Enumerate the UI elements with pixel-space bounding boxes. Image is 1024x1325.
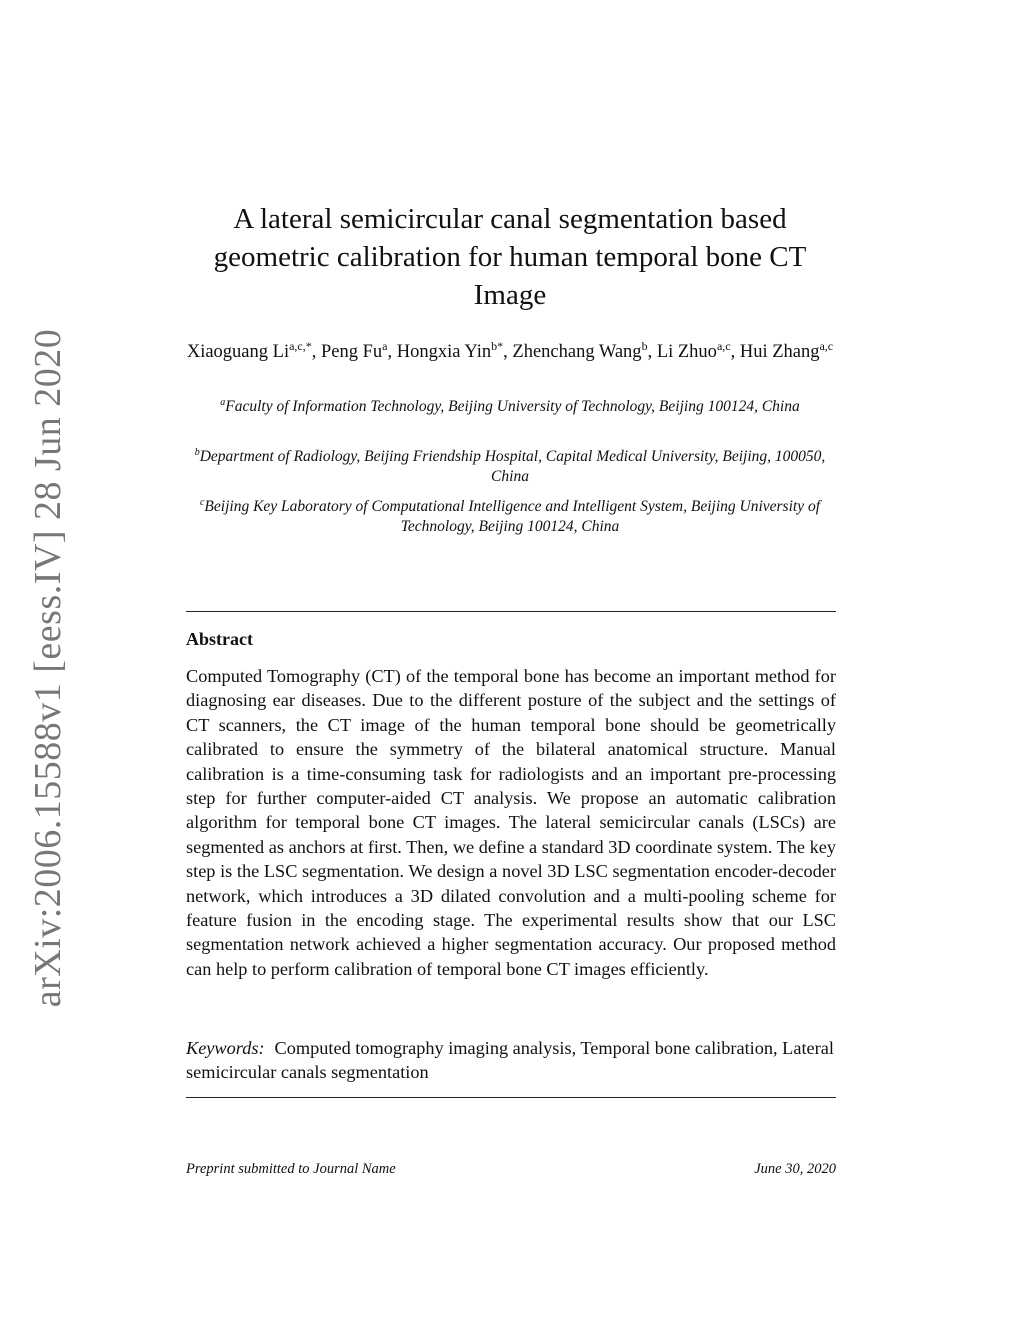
author-name: Peng Fu (321, 342, 383, 362)
author-name: Li Zhuo (656, 342, 717, 362)
affiliation-mark: c (199, 496, 205, 508)
author-list (180, 340, 840, 364)
abstract-text: Computed Tomography (CT) of the temporal bone has become an important method for diagnosing ear diseases. Due to the different posture of the subject and the settings of CT scanners, the CT image of the human temporal bone should be geometrically calibrated to ensure the symmetry of the bilateral anatomical structure. Manual calibration is a time-consuming task for radiologists and an important pre-processing step for further computer-aided CT analysis. We propose an automatic calibration algorithm for temporal bone CT images. The lateral semicircular canals (LSCs) are segmented as anchors at first. Then, we define a standard 3D coordinate system. The key step is the LSC segmentation. We design a novel 3D LSC segmentation encoder-decoder network, which introduces a 3D dilated convolution and a multi-pooling scheme for feature fusion in the encoding stage. The experimental results show that our LSC segmentation network achieved a higher segmentation accuracy. Our proposed method can help to perform calibration of temporal bone CT images efficiently. (186, 666, 836, 979)
affiliation-a (180, 397, 840, 417)
affiliation-text: Faculty of Information Technology, Beijing University of Technology, Beijing 100124, China (225, 398, 800, 415)
author-separator: , (387, 342, 397, 362)
abstract-heading: Abstract (186, 629, 253, 649)
author-affiliation-mark: a,c,* (289, 338, 312, 353)
author-name: Zhenchang Wang (512, 342, 642, 362)
author-separator: , (503, 342, 513, 362)
keywords (186, 1036, 836, 1085)
author-affiliation-mark: b (641, 338, 648, 353)
author-name: Hui Zhang (739, 342, 820, 362)
author-name: Xiaoguang Li (186, 342, 290, 362)
affiliation-mark: b (194, 446, 200, 458)
abstract-top-rule (186, 611, 836, 612)
keywords-label: Keywords: (186, 1038, 265, 1058)
author-affiliation-mark: b* (491, 338, 504, 353)
affiliation-text: Department of Radiology, Beijing Friendship Hospital, Capital Medical University, Beijing, 100050, China (199, 448, 826, 485)
affiliation-b (180, 447, 840, 487)
author-name: Hongxia Yin (396, 342, 492, 362)
footer-date: June 30, 2020 (754, 1161, 836, 1177)
author-affiliation-mark: a,c (819, 338, 834, 353)
author-separator: , (647, 342, 657, 362)
affiliation-text: Beijing Key Laboratory of Computational Intelligence and Intelligent System, Beijing University of Technology, Beijing 100124, China (204, 498, 821, 535)
author-separator: , (311, 342, 321, 362)
affiliation-c (180, 497, 840, 537)
abstract-bottom-rule (186, 1097, 836, 1098)
arxiv-identifier-text: arXiv:2006.15588v1 [eess.IV] 28 Jun 2020 (27, 328, 69, 1007)
author-affiliation-mark: a (382, 338, 388, 353)
author-affiliation-mark: a,c (716, 338, 731, 353)
affiliation-mark: a (220, 396, 226, 408)
keywords-text: Computed tomography imaging analysis, Temporal bone calibration, Lateral semicircular canals segmentation (186, 1038, 834, 1083)
author-separator: , (730, 342, 740, 362)
footer-journal: Preprint submitted to Journal Name (186, 1161, 396, 1177)
paper-title: A lateral semicircular canal segmentation based geometric calibration for human temporal bone CT Image (213, 203, 807, 311)
arxiv-identifier-stamp (18, 328, 78, 1007)
